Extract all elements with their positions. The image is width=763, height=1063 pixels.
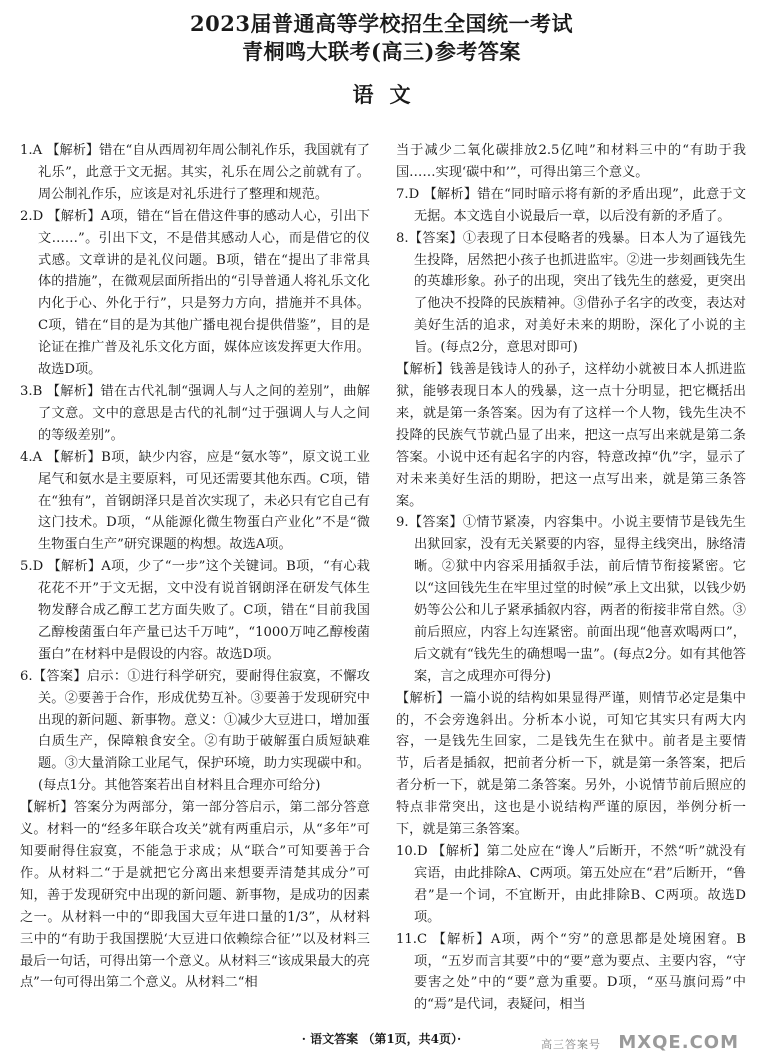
answer-item-11 bbox=[396, 929, 746, 1017]
exam-title: 2023届普通高等学校招生全国统一考试 bbox=[190, 11, 573, 36]
answer-item-5 bbox=[20, 556, 370, 666]
answer-item-6 bbox=[20, 666, 370, 797]
page-header bbox=[0, 10, 763, 110]
analysis-block-6 bbox=[20, 797, 370, 994]
answer-text: 1.A 【解析】错在“自从西周初年周公制礼作乐，我国就有了礼乐”，此意于文无据。其实，礼乐在周公之前就有了。周公制礼作乐，应该是对礼乐进行了整理和规范。 bbox=[20, 143, 370, 202]
left-column bbox=[20, 140, 370, 1020]
answer-item-4 bbox=[20, 447, 370, 557]
page-footer: · 语文答案 （第1页，共4页）· bbox=[301, 1032, 462, 1046]
analysis-text: 【解析】钱善是钱诗人的孙子，这样幼小就被日本人抓进监狱，能够表现日本人的残暴，这一点十分明显，把它概括出来，就是第一条答案。因为有了这样一个人物，钱先生决不投降的民族气节就凸显了出来，把这一点写出来就是第二条答案。小说中还有起名字的内容，特意改掉“仇”字，显示了对未来美好生活的期盼，把这一点写出来，就是第三条答案。 bbox=[396, 362, 746, 509]
watermark bbox=[541, 1032, 739, 1053]
analysis-continuation bbox=[396, 140, 746, 184]
watermark-account: 高三答案号 bbox=[541, 1038, 602, 1051]
analysis-block-9 bbox=[396, 688, 746, 841]
subject-title: 语文 bbox=[352, 82, 427, 107]
answer-text: 2.D 【解析】A项，错在“旨在借这件事的感动人心，引出下文……”。引出下文，不是借其感动人心，而是借它的仪式感。文章讲的是礼仪问题。B项，错在“提出了非常具体的措施”，在微观层面所指出的“引导普通人将礼乐文化内化于心、外化于行”，只是努力方向，措施并不具体。C项，错在“目的是为其他广播电视台提供借鉴”，目的是论证在推广普及礼乐文化方面，媒体应该发挥更大作用。故选D项。 bbox=[20, 208, 370, 378]
answer-item-7 bbox=[396, 184, 746, 228]
answer-text: 10.D 【解析】第二处应在“谗人”后断开，不然“听”就没有宾语，由此排除A、C两项。第五处应在“君”后断开，“鲁君”是一个词，不宜断开，由此排除B、C两项。故选D项。 bbox=[396, 844, 746, 925]
answer-text: 6.【答案】启示：①进行科学研究，要耐得住寂寞，不懈攻关。②要善于合作，形成优势互补。③要善于发现研究中出现的新问题、新事物。意义：①减少大豆进口，增加蛋白质生产，保障粮食安全。②有助于破解蛋白质短缺难题。③大量消除工业尾气，保护环境，助力实现碳中和。(每点1分。其他答案若出自材料且合理亦可给分) bbox=[20, 668, 370, 794]
answer-columns bbox=[20, 140, 745, 1020]
watermark-site: MXQE.COM bbox=[618, 1032, 739, 1053]
answer-item-3 bbox=[20, 381, 370, 447]
analysis-text: 【解析】一篇小说的结构如果显得严谨，则情节必定是集中的，不会旁逸斜出。分析本小说，可知它其实只有两大内容，一是钱先生回家，二是钱先生在狱中。前者是主要情节，后者是插叙，把前者分析一下，就是第一条答案，把后者分析一下，就是第二条答案。另外，小说情节前后照应的特点非常突出，这也是小说结构严谨的原因，举例分析一下，就是第三条答案。 bbox=[396, 690, 746, 838]
answer-text: 4.A 【解析】B项，缺少内容，应是“氨水等”，原文说工业尾气和氨水是主要原料，可见还需要其他东西。C项，错在“独有”，首钢朗泽只是首次实现了，未必只有它自己有这门技术。D项，“从能源化微生物蛋白产业化”不是“微生物蛋白生产”研究课题的构想。故选A项。 bbox=[20, 449, 370, 553]
analysis-text: 【解析】答案分为两部分，第一部分答启示，第二部分答意义。材料一的“经多年联合攻关”就有两重启示，从“多年”可知要耐得住寂寞，不能急于求成；从“联合”可知要善于合作。从材料二“于是就把它分离出来想要弄清楚其成分”可知，善于发现研究中出现的新问题、新事物，是成功的因素之一。从材料一中的“即我国大豆年进口量的1/3”，从材料三中的“有助于我国摆脱‘大豆进口依赖综合征’”以及材料三最后一句话，可得出第一个意义。从材料三“该成果最大的亮点”一句可得出第二个意义。从材料二“相 bbox=[20, 800, 370, 991]
answer-item-9 bbox=[396, 512, 746, 687]
right-column bbox=[396, 140, 746, 1020]
answer-text: 3.B 【解析】错在古代礼制“强调人与人之间的差别”，曲解了文意。文中的意思是古代的礼制“过于强调人与人之间的等级差别”。 bbox=[20, 383, 370, 443]
answer-item-1 bbox=[20, 140, 370, 206]
answer-text: 9.【答案】①情节紧凑，内容集中。小说主要情节是钱先生出狱回家，没有无关紧要的内容，显得主线突出，脉络清晰。②狱中内容采用插叙手法，前后情节衔接紧密。它以“这回钱先生在牢里过堂的时候”承上文出狱，以钱少奶奶等公公和儿子紧承插叙内容，两者的衔接非常自然。③前后照应，内容上勾连紧密。前面出现“他喜欢喝两口”，后文就有“钱先生的确想喝一盅”。(每点2分。如有其他答案，言之成理亦可得分) bbox=[396, 515, 746, 684]
answer-text: 11.C 【解析】A项，两个“穷”的意思都是处境困窘。B项，“五岁而言其要”中的“要”意为要点、主要内容，“守要害之处”中的“要”意为重要。D项，“巫马旗问焉”中的“焉”是代词，表疑问，相当 bbox=[396, 931, 746, 1013]
answer-item-10 bbox=[396, 841, 746, 929]
answer-text: 8.【答案】①表现了日本侵略者的残暴。日本人为了逼钱先生投降，居然把小孩子也抓进监牢。②进一步刻画钱先生的英雄形象。孙子的出现，突出了钱先生的慈爱，更突出了他决不投降的民族精神。③借孙子名字的改变，表达对美好生活的追求，对美好未来的期盼，深化了小说的主旨。(每点2分，意思对即可) bbox=[396, 230, 746, 356]
analysis-text: 当于减少二氧化碳排放2.5亿吨”和材料三中的“有助于我国……实现‘碳中和’”，可得出第三个意义。 bbox=[396, 143, 746, 180]
answer-item-8 bbox=[396, 228, 746, 359]
answer-text: 7.D 【解析】错在“同时暗示将有新的矛盾出现”，此意于文无据。本文选自小说最后一章，以后没有新的矛盾了。 bbox=[396, 186, 746, 224]
answer-item-2 bbox=[20, 206, 370, 381]
analysis-block-8 bbox=[396, 359, 746, 512]
answer-text: 5.D 【解析】A项，少了“一步”这个关键词。B项，“有心栽花花不开”于文无据，文中没有说首钢朗泽在研发气体生物发酵合成乙醇工艺方面失败了。C项，错在“目前我国乙醇梭菌蛋白年产量已达千万吨”，“1000万吨乙醇梭菌蛋白”在材料中是假设的内容。故选D项。 bbox=[20, 559, 370, 662]
exam-subtitle: 青桐鸣大联考(高三)参考答案 bbox=[242, 39, 521, 64]
